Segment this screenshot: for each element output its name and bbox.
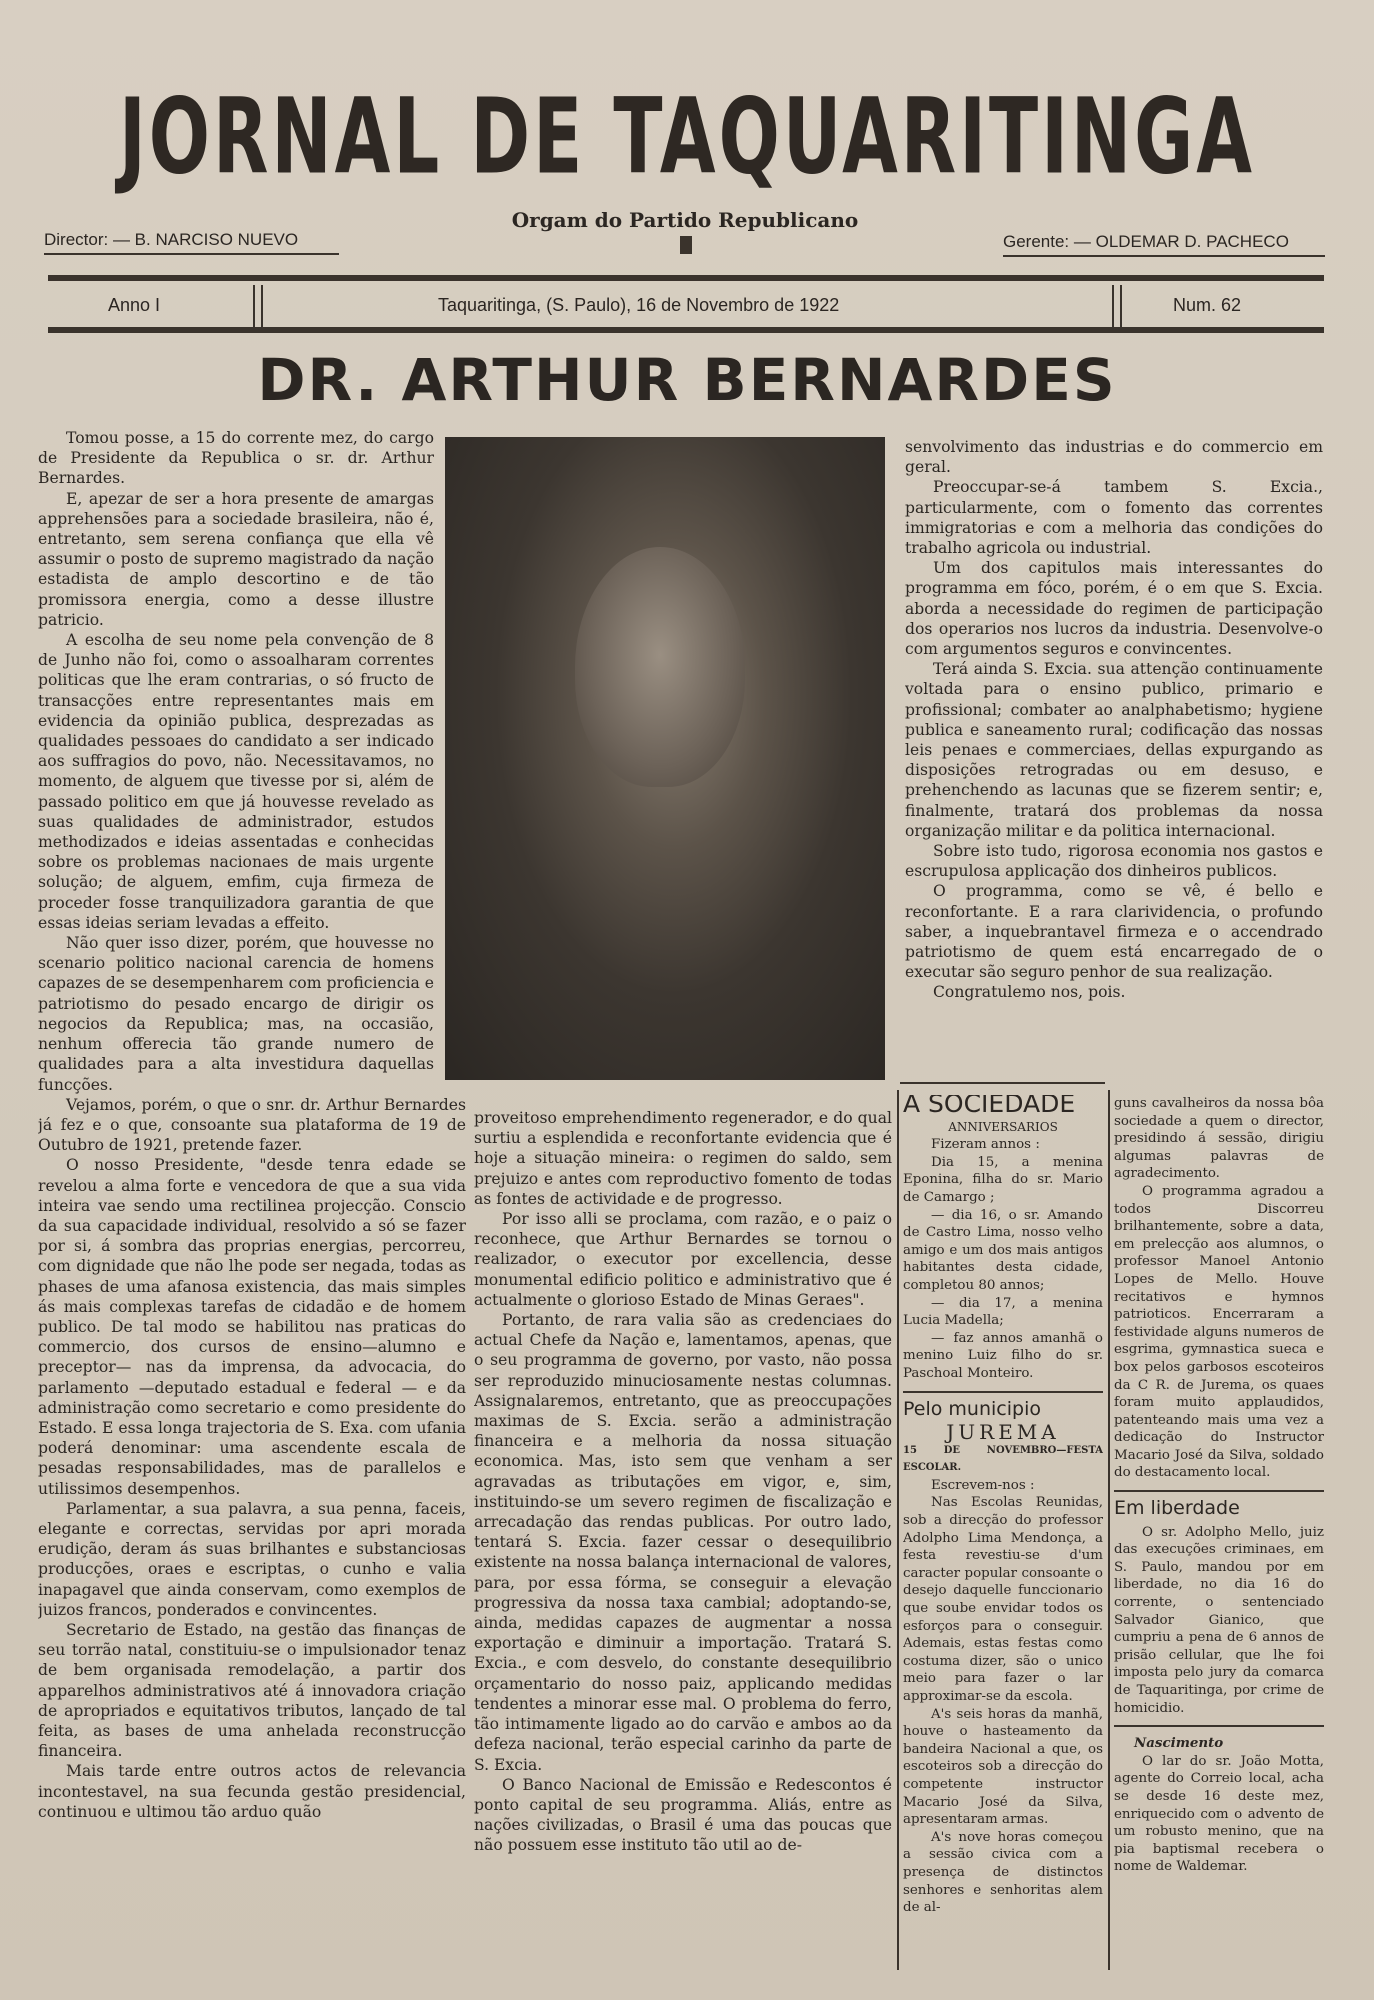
article-column-1 <box>38 428 466 1993</box>
portrait-photo <box>445 437 885 1080</box>
paragraph: senvolvimento das industrias e do commercio em geral. <box>905 438 1323 477</box>
paragraph: E, apezar de ser a hora presente de amargas apprehensões para a sociedade brasileira, não é, entretanto, sem serena confiança que ella vê assumir o posto de supremo magistrado da nação estadista de amplo descortino e de tão promissora energia, como a desse illustre patricio. <box>38 489 434 629</box>
paragraph: — dia 17, a menina Lucia Madella; <box>903 1295 1103 1329</box>
headline: DR. ARTHUR BERNARDES <box>257 346 1117 414</box>
paragraph: Preoccupar-se-á tambem S. Excia., particularmente, com o fomento das correntes immigratorias e com a melhoria das condições do trabalho agricola ou industrial. <box>905 478 1323 558</box>
issue-year: Anno I <box>108 295 161 315</box>
section-rule <box>1114 1725 1324 1727</box>
paragraph: Tomou posse, a 15 do corrente mez, do cargo de Presidente da Republica o sr. dr. Arthur Bernardes. <box>38 429 434 488</box>
paragraph: — dia 16, o sr. Amando de Castro Lima, nosso velho amigo e um dos mais antigos habitantes desta cidade, completou 80 annos; <box>903 1207 1103 1293</box>
paragraph: Mais tarde entre outros actos de relevancia incontestavel, na sua fecunda gestão presidencial, continuou e ultimou tão arduo quão <box>38 1762 466 1821</box>
paragraph: — faz annos amanhã o menino Luiz filho do sr. Paschoal Monteiro. <box>903 1330 1103 1381</box>
manager-credit: Gerente: — OLDEMAR D. PACHECO <box>1003 232 1325 257</box>
article-column-right <box>905 437 1323 1077</box>
paragraph: Secretario de Estado, na gestão das finanças de seu torrão natal, constituiu-se o impulsionador tenaz de bem organisada remodelação, a partir dos apparelhos administrativos até á innovadora criação de apropriados e equitativos tributos, lançado de tal feita, as bases de uma anhelada reconstrucção financeira. <box>38 1620 466 1761</box>
paragraph: O nosso Presidente, "desde tenra edade se revelou a alma forte e vencedora de que a sua vida inteira vae sendo uma rectilinea projecção. Conscio da sua capacidade individual, resolvido a só se fazer por si, á sombra das proprias energias, percorreu, com dignidade que não lhe pode ser negada, todas as phases de uma afanosa existencia, das mais simples ás mais complexas tarefas de cidadão e de homem publico. De tal modo se habilitou nas praticas do commercio, dos cursos de ensino—alumno e preceptor— nas da imprensa, da advocacia, do parlamento —deputado estadual e federal — e da administração como secretario e como presidente do Estado. E essa longa trajectoria de S. Exa. com ufania poderá denominar: uma ascendente escala de pesadas responsabilidades, mas de parallelos e utilissimos desempenhos. <box>38 1156 466 1498</box>
divider <box>253 285 263 327</box>
paragraph: Sobre isto tudo, rigorosa economia nos gastos e escrupulosa applicação dos dinheiros publicos. <box>905 842 1323 881</box>
paragraph: Fizeram annos : <box>931 1137 1040 1153</box>
section-rule <box>903 1391 1103 1393</box>
paragraph: proveitoso emprehendimento regenerador, e do qual surtiu a esplendida e reconfortante evidencia que é hoje a situação mineira: o regimen do saldo, sem prejuizo e antes com reproductivo fomento de todas as fontes de actividade e de progresso. <box>474 1109 892 1208</box>
paragraph: A's nove horas começou a sessão civica com a presença de distinctos senhores e senhoritas alem de al- <box>903 1829 1103 1916</box>
dateline <box>48 285 1324 327</box>
paragraph: Um dos capitulos mais interessantes do programma em fóco, porém, é o em que S. Excia. aborda a necessidade do regimen de participação dos operarios nos lucros da industria. Desenvolve-o com argumentos seguros e convincentes. <box>905 559 1323 659</box>
paragraph: Congratulemo nos, pois. <box>933 983 1126 1002</box>
masthead-title: JORNAL DE TAQUARITINGA <box>118 75 1255 197</box>
director-credit: Director: — B. NARCISO NUEVO <box>44 230 339 255</box>
paragraph: Portanto, de rara valia são as credenciaes do actual Chefe da Nação e, lamentamos, apenas, que o seu programma de governo, por vasto, não possa ser reproduzido minuciosamente nestas columnas. Assignalaremos, entretanto, que as preoccupações maximas de S. Excia. serão a administração financeira e a melhoria da nossa situação economica. Mas, isto sem que venham a ser agravadas as tributações em vigor, e, sim, instituindo-se um severo regimen de fiscalização e arrecadação das rendas publicas. Por outro lado, tentará S. Excia. fazer cessar o desequilibrio existente na nossa balança internacional de valores, para, por essa fórma, se conseguir a elevação progressiva da nossa taxa cambial; adoptando-se, ainda, medidas capazes de augmentar a nossa exportação e diminuir a importação. Tratará S. Excia., e com desvelo, do constante desequilibrio orçamentario do nosso paiz, applicando medidas tendentes a minorar esse mal. O problema do ferro, tão intimamente ligado ao do carvão e ambos ao da defeza nacional, terão especial carinho da parte de S. Excia. <box>474 1311 892 1774</box>
photo-spacer <box>434 428 466 1088</box>
subhead-festa: 15 DE NOVEMBRO—FESTA ESCOLAR. <box>903 1444 1103 1474</box>
section-rule <box>900 1082 1105 1084</box>
paragraph: Por isso alli se proclama, com razão, e o paiz o reconhece, que Arthur Bernardes se tornou o realizador, o executor por excellencia, desse monumental edificio politico e administrativo que é actualmente o glorioso Estado de Minas Geraes". <box>474 1210 892 1309</box>
paragraph: Escrevem-nos : <box>931 1477 1035 1493</box>
paragraph: O programma agradou a todos Discorreu brilhantemente, sobre a data, em prelecção aos alumnos, o professor Manoel Antonio Lopes de Mello. Houve recitativos e hymnos patrioticos. Encerraram a festividade alguns numeros de esgrima, gymnastica sueca e box pelos garbosos escoteiros da C R. de Jurema, os quaes foram muito applaudidos, patenteando mais uma vez a dedicação do Instructor Macario José da Silva, soldado do destacamento local. <box>1114 1183 1324 1481</box>
ornament-icon <box>680 236 692 254</box>
portrait-face <box>575 547 745 787</box>
paragraph: Dia 15, a menina Eponina, filha do sr. Mario de Camargo ; <box>903 1154 1103 1205</box>
subhead-anniversaries: ANNIVERSARIOS <box>948 1119 1058 1134</box>
place-date: Taquaritinga, (S. Paulo), 16 de Novembro de 1922 <box>438 295 840 315</box>
section-title-municipio: Pelo municipio <box>903 1397 1041 1420</box>
article-column-middle <box>474 1108 892 1988</box>
paragraph: Parlamentar, a sua palavra, a sua penna, faceis, elegante e correctas, servidas por apri morada erudição, deram ás suas brilhantes e substanciosas producções, oraes e escriptas, o cunho e valia inapagavel que ainda conservam, como exemplos de juizos francos, ponderados e convincentes. <box>38 1499 466 1619</box>
far-right-column <box>1114 1095 1324 1990</box>
paragraph: Nas Escolas Reunidas, sob a direcção do professor Adolpho Lima Mendonça, a festa revestiu-se d'um caracter popular consoante o desejo daquelle funccionario que soube envidar todos os esforços para o conseguir. Ademais, estas festas como costuma dizer, são o unico meio para fazer o lar approximar-se da escola. <box>903 1495 1103 1704</box>
paragraph: Não quer isso dizer, porém, que houvesse no scenario politico nacional carencia de homens capazes de se desempenharem com proficiencia e patriotismo do pesado encargo de dirigir os negocios da Republica; mas, na occasião, nenhum offerecia tão grande numero de qualidades para a alta investidura daquellas funcções. <box>38 934 434 1094</box>
paragraph: Vejamos, porém, o que o snr. dr. Arthur Bernardes já fez e o que, consoante sua plataforma de 19 de Outubro de 1921, pretende fazer. <box>38 1095 466 1155</box>
column-rule <box>897 1090 899 1970</box>
paragraph: O Banco Nacional de Emissão e Redescontos é ponto capital de seu programma. Aliás, entre as nações civilizadas, o Brasil é uma das poucas que não possuem esse instituto tão util ao de- <box>474 1775 892 1855</box>
rule-top <box>48 275 1324 281</box>
paragraph: O sr. Adolpho Mello, juiz das execuções criminaes, em S. Paulo, mandou por em liberdade, no dia 16 do corrente, o sentenciado Salvador Gianico, que cumpriu a pena de 6 annos de prisão cellular, que lhe foi imposta pelo jury da comarca de Taquaritinga, por crime de homicidio. <box>1114 1524 1324 1716</box>
section-rule <box>1114 1490 1324 1492</box>
section-title-nascimento: Nascimento <box>1134 1735 1224 1752</box>
column-rule <box>1108 1090 1110 1970</box>
issue-number: Num. 62 <box>1173 295 1242 315</box>
rule-bottom <box>48 327 1324 333</box>
paragraph: guns cavalheiros da nossa bôa sociedade a quem o director, presidindo á sessão, dirigiu algumas palavras de agradecimento. <box>1114 1096 1324 1182</box>
paragraph: Terá ainda S. Excia. sua attenção continuamente voltada para o ensino publico, primario e profissional; combater ao analphabetismo; hygiene publica e saneamento rural; codificação das nossas leis penaes e commerciaes, dellas expurgando as disposições retrogradas ou em desuso, e prehenchendo as lacunas que se fizerem sentir; e, finalmente, tratará dos problemas da nossa organização militar e da politica internacional. <box>905 660 1323 840</box>
masthead-subtitle: Orgam do Partido Republicano <box>511 208 859 232</box>
place-heading: JUREMA <box>946 1420 1060 1445</box>
section-title-sociedade: A SOCIEDADE <box>903 1095 1076 1118</box>
divider <box>1112 285 1122 327</box>
society-column <box>903 1095 1103 1990</box>
section-title-liberdade: Em liberdade <box>1114 1497 1240 1520</box>
paragraph: A's seis horas da manhã, houve o hasteamento da bandeira Nacional a que, os escoteiros sob a direcção do competente instructor Macario José da Silva, apresentaram armas. <box>903 1706 1103 1828</box>
paragraph: O lar do sr. João Motta, agente do Correio local, acha se desde 16 deste mez, enriquecido com o advento de um robusto menino, que na pia baptismal recebera o nome de Waldemar. <box>1114 1753 1324 1875</box>
paragraph: A escolha de seu nome pela convenção de 8 de Junho não foi, como o assoalharam correntes politicas que lhe eram contrarias, o só fructo de transacções entre representantes mais em evidencia da opinião publica, desprezadas as qualidades pessoaes do candidato a ser indicado aos suffragios do povo, não. Necessitavamos, no momento, de alguem que tivesse por si, além de passado politico em que já houvesse revelado as suas qualidades de administrador, estudos methodizados e ideias assentadas e conhecidas sobre os problemas nacionaes de mais urgente solução; de alguem, emfim, cuja firmeza de proceder fosse tranquilizadora garantia de que essas ideias seriam levadas a effeito. <box>38 631 434 932</box>
paragraph: O programma, como se vê, é bello e reconfortante. E a rara clarividencia, o profundo saber, a inquebrantavel firmeza e o accendrado patriotismo de quem está encarregado de o executar são seguro penhor de sua realização. <box>905 882 1323 982</box>
